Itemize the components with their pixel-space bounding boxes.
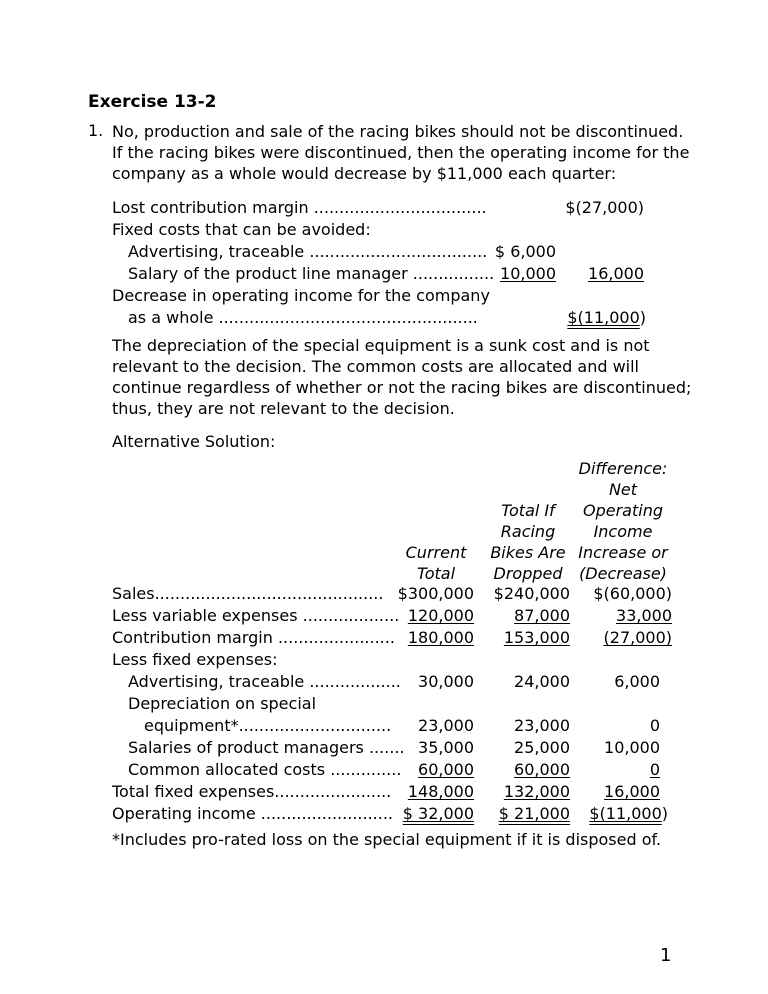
cell-current: 120,000: [407, 606, 474, 625]
decrease-label-1: Decrease in operating income for the company: [112, 286, 490, 305]
decrease-value: $(11,000: [567, 308, 640, 327]
row-label-contribution-margin: Contribution margin .......................: [112, 628, 395, 647]
advertising-value: $ 6,000: [494, 242, 556, 261]
cell-current: $300,000: [397, 584, 474, 603]
row-label-advertising: Advertising, traceable ..................: [128, 672, 401, 691]
page-number: 1: [660, 945, 672, 966]
header-current-total: [398, 542, 474, 584]
alt-solution-title: Alternative Solution:: [112, 432, 276, 451]
cell-dropped: $ 21,000: [498, 804, 570, 823]
cell-dropped: 25,000: [514, 738, 570, 757]
cell-diff-wrap: [574, 628, 672, 647]
cell-current: 30,000: [418, 672, 474, 691]
advertising-label: Advertising, traceable ...................................: [128, 242, 488, 261]
row-label-variable-expenses: Less variable expenses ...................: [112, 606, 400, 625]
header-total-if-dropped: [483, 500, 573, 584]
header-difference: [572, 458, 674, 584]
lost-cm-value: $(27,000): [565, 198, 644, 217]
decrease-label-2: as a whole ...................................................: [128, 308, 478, 327]
cell-current-wrap: [388, 606, 474, 625]
lost-cm-label: Lost contribution margin ..................................: [112, 198, 487, 217]
intro-line: If the racing bikes were discontinued, then the operating income for the: [112, 143, 690, 162]
explanation-line: continue regardless of whether or not the racing bikes are discontinued;: [112, 378, 692, 397]
row-label-salaries: Salaries of product managers .......: [128, 738, 405, 757]
explanation-line: thus, they are not relevant to the decision.: [112, 399, 455, 418]
cell-dropped: 24,000: [514, 672, 570, 691]
row-label-common-costs: Common allocated costs ..............: [128, 760, 402, 779]
intro-line: company as a whole would decrease by $11,000 each quarter:: [112, 164, 617, 183]
cell-diff: 0: [649, 716, 660, 735]
cell-diff: (27,000): [603, 628, 672, 647]
header-line: Operating: [583, 501, 663, 520]
cell-current: 180,000: [407, 628, 474, 647]
header-line: Current: [405, 543, 467, 562]
cell-current-wrap: [388, 760, 474, 779]
row-label-depreciation: Depreciation on special: [128, 694, 317, 713]
cell-dropped: 23,000: [514, 716, 570, 735]
cell-dropped-wrap: [478, 760, 570, 779]
header-line: Total If: [501, 501, 555, 520]
exercise-heading: Exercise 13-2: [88, 92, 217, 112]
salary-value-cell: [478, 264, 556, 283]
header-line: Total: [416, 564, 456, 583]
cell-current-wrap: [388, 782, 474, 801]
cell-current: 148,000: [407, 782, 474, 801]
cell-current: 60,000: [418, 760, 474, 779]
cell-diff-wrap: $(11,000): [589, 804, 668, 823]
header-line: Net: [608, 480, 638, 499]
header-line: Dropped: [493, 564, 563, 583]
cell-diff: $(11,000: [589, 804, 662, 823]
salary-value: 10,000: [500, 264, 556, 283]
cell-diff-wrap: [574, 782, 660, 801]
header-line: Racing: [500, 522, 556, 541]
cell-dropped: $240,000: [493, 584, 570, 603]
intro-paragraph: [112, 121, 689, 184]
explanation-line: relevant to the decision. The common costs are allocated and will: [112, 357, 639, 376]
cell-current: 35,000: [418, 738, 474, 757]
cell-dropped-wrap: [478, 804, 570, 823]
header-line: Bikes Are: [490, 543, 566, 562]
cell-current-wrap: [388, 628, 474, 647]
cell-current: 23,000: [418, 716, 474, 735]
footnote: *Includes pro-rated loss on the special equipment if it is disposed of.: [112, 830, 662, 849]
cell-current: $ 32,000: [402, 804, 474, 823]
explanation-paragraph: [112, 335, 691, 419]
cell-diff: 10,000: [604, 738, 660, 757]
fixed-avoid-label: Fixed costs that can be avoided:: [112, 220, 371, 239]
avoid-total-cell: [560, 264, 644, 283]
cell-diff: 6,000: [614, 672, 660, 691]
explanation-line: The depreciation of the special equipment is a sunk cost and is not: [112, 336, 650, 355]
cell-diff: 0: [649, 760, 660, 779]
cell-dropped-wrap: [478, 606, 570, 625]
header-line: Difference:: [578, 459, 668, 478]
intro-line: No, production and sale of the racing bikes should not be discontinued.: [112, 122, 684, 141]
cell-diff: 16,000: [604, 782, 660, 801]
cell-dropped: 153,000: [503, 628, 570, 647]
avoid-total: 16,000: [588, 264, 644, 283]
cell-diff: 33,000: [616, 606, 672, 625]
cell-current-wrap: [388, 804, 474, 823]
row-label-total-fixed: Total fixed expenses.......................: [112, 782, 392, 801]
decrease-value-cell: $(11,000): [567, 308, 646, 327]
row-label-operating-income: Operating income ..........................: [112, 804, 393, 823]
cell-dropped-wrap: [478, 782, 570, 801]
header-line: (Decrease): [579, 564, 667, 583]
cell-dropped: 60,000: [514, 760, 570, 779]
cell-diff-wrap: [574, 606, 672, 625]
cell-dropped: 132,000: [503, 782, 570, 801]
cell-diff-wrap: [574, 760, 660, 779]
cell-dropped-wrap: [478, 628, 570, 647]
salary-label: Salary of the product line manager ................: [128, 264, 495, 283]
row-label-sales: Sales.............................................: [112, 584, 384, 603]
header-line: Income: [593, 522, 653, 541]
row-label-fixed-expenses: Less fixed expenses:: [112, 650, 278, 669]
cell-diff: $(60,000): [593, 584, 672, 603]
row-label-equipment: equipment*..............................: [144, 716, 392, 735]
cell-dropped: 87,000: [514, 606, 570, 625]
header-line: Increase or: [578, 543, 668, 562]
item-number: 1.: [88, 121, 104, 140]
